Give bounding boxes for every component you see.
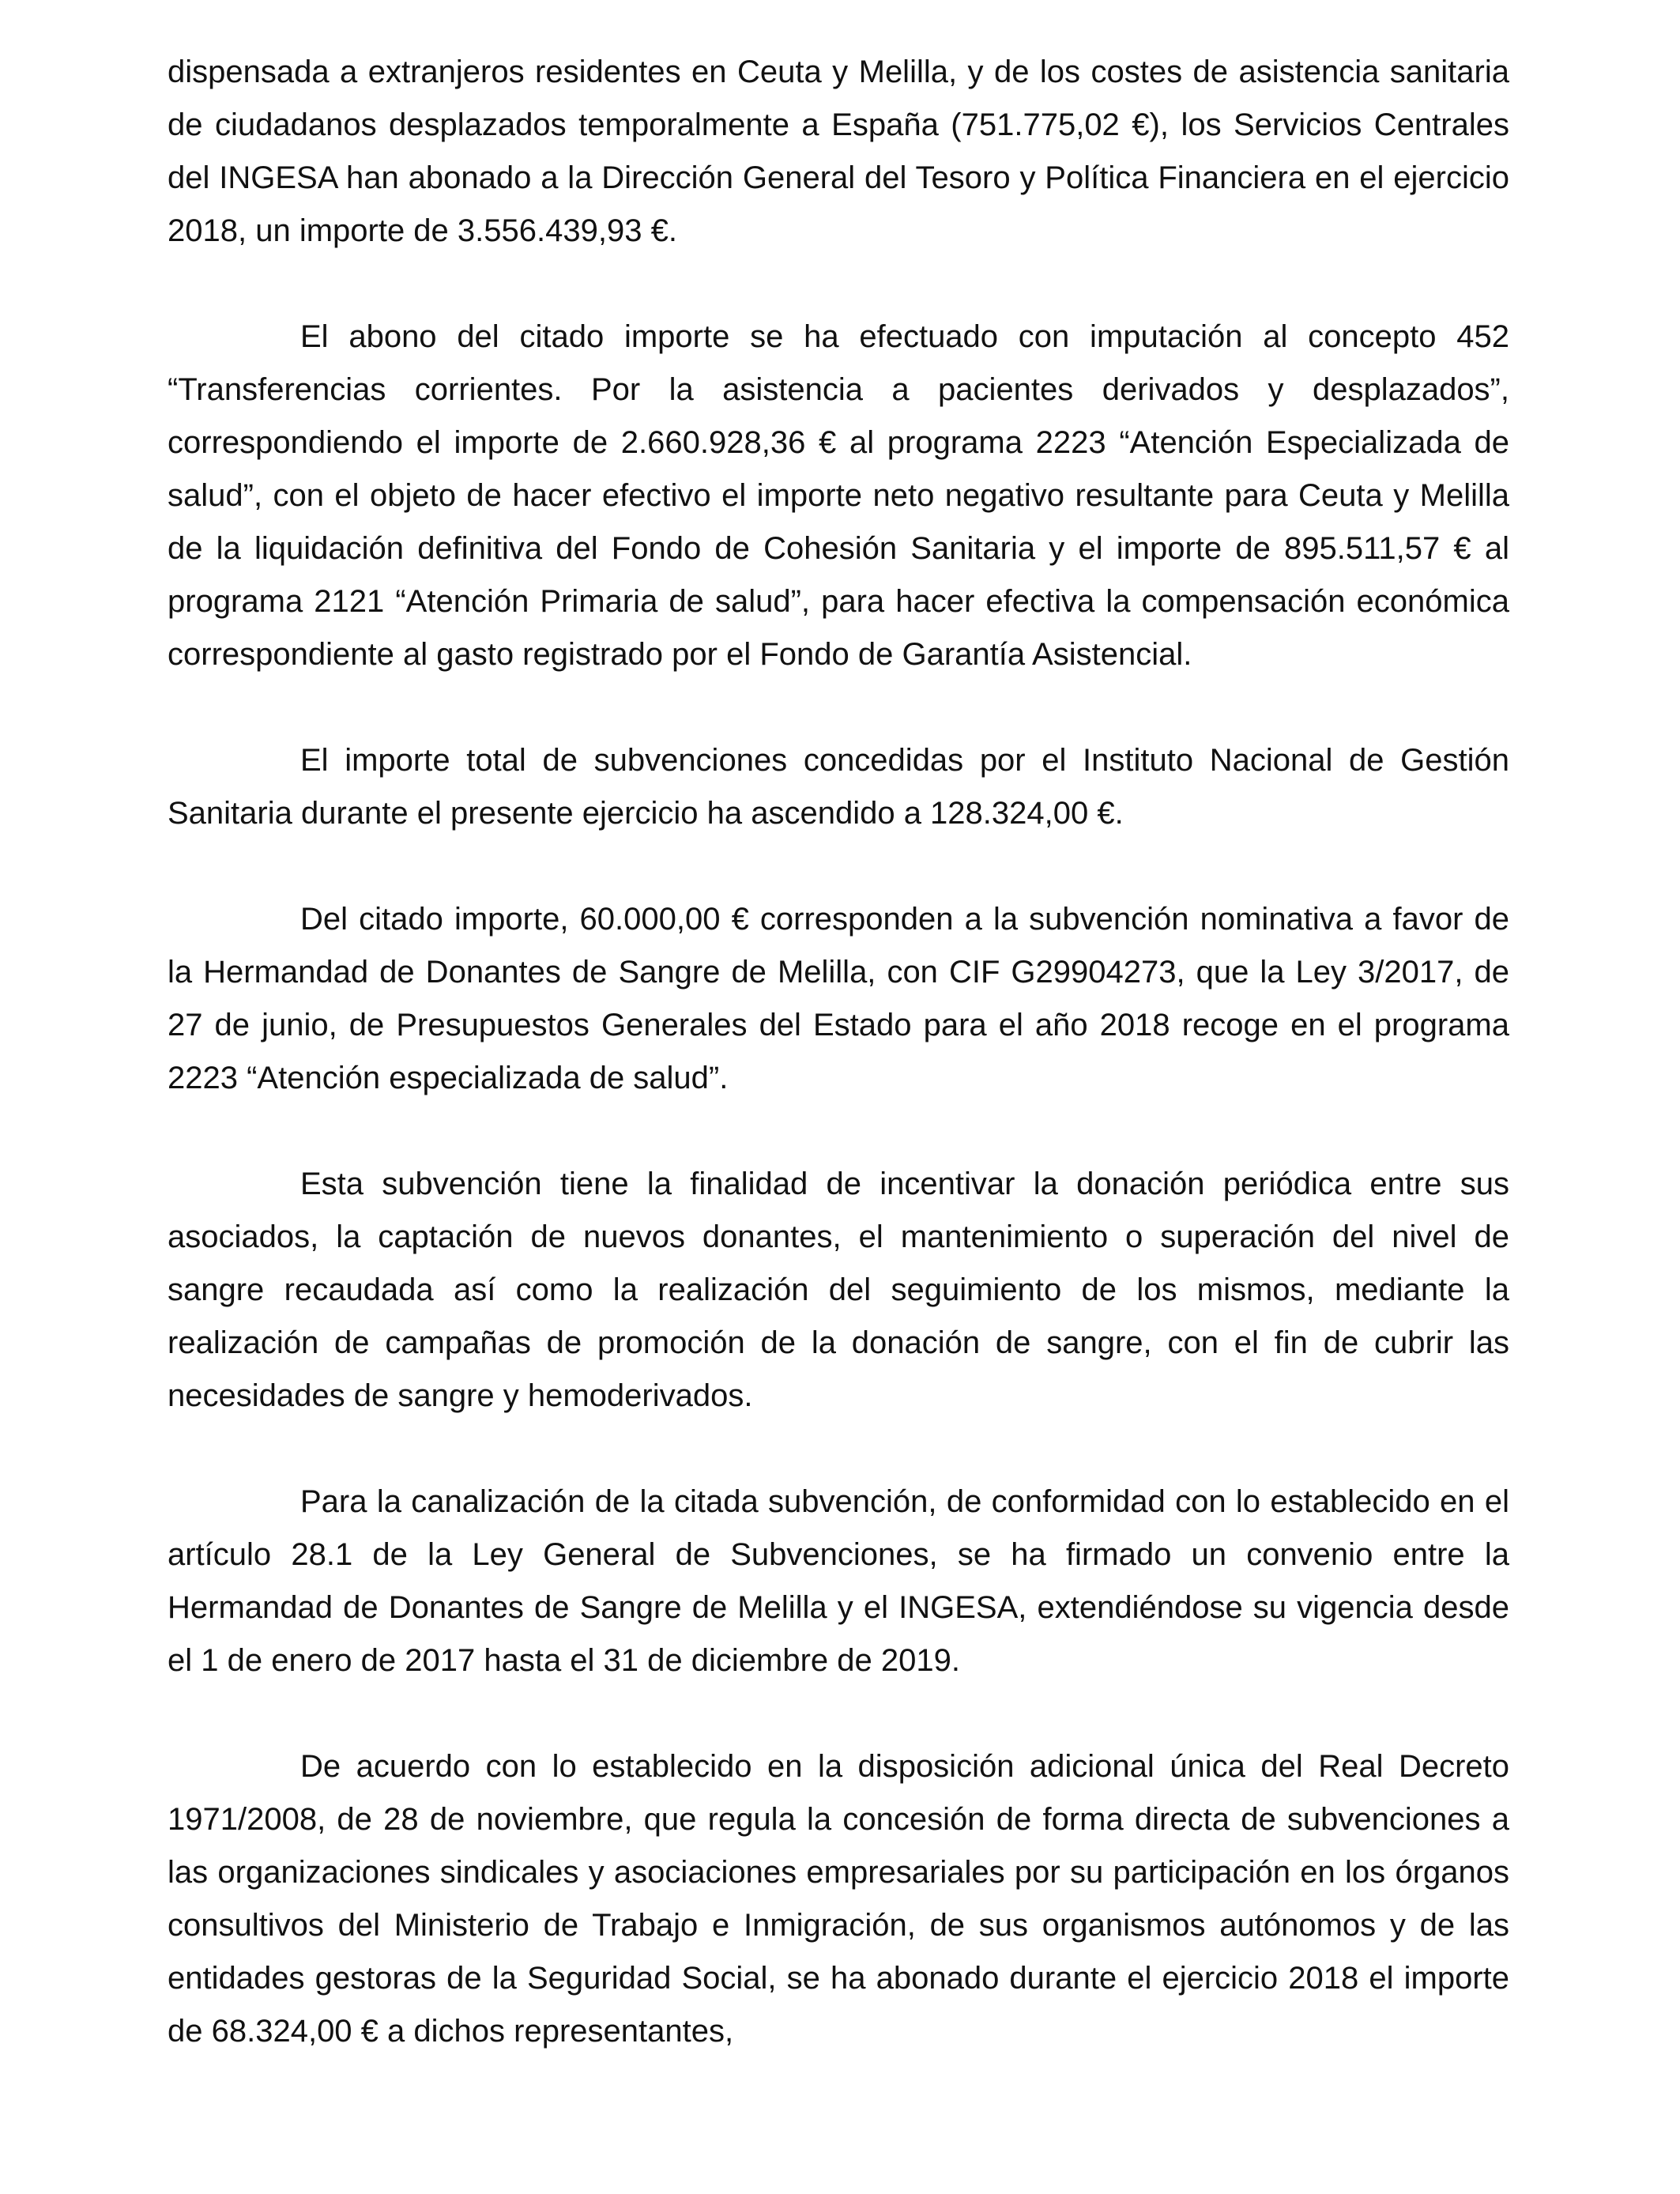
paragraph-total-subvenciones: El importe total de subvenciones concedidas por el Instituto Nacional de Gestión Sanitaria durante el presente ejercicio ha ascendido a 128.324,00 €. — [168, 743, 1509, 831]
paragraph-real-decreto: De acuerdo con lo establecido en la disposición adicional única del Real Decreto 1971/2008, de 28 de noviembre, que regula la concesión de forma directa de subvenciones a las organizaciones sindicales y asociaciones empresariales por su participación en los órganos consultivos del Ministerio de Trabajo e Inmigración, de sus organismos autónomos y de las entidades gestoras de la Seguridad Social, se ha abonado durante el ejercicio 2018 el importe de 68.324,00 € a dichos representantes, — [168, 1749, 1509, 2049]
paragraph-abono-importe: El abono del citado importe se ha efectuado con imputación al concepto 452 “Transferencias corrientes. Por la asistencia a pacientes derivados y desplazados”, correspondiendo el importe de 2.660.928,36 € al programa 2223 “Atención Especializada de salud”, con el objeto de hacer efectivo el importe neto negativo resultante para Ceuta y Melilla de la liquidación definitiva del Fondo de Cohesión Sanitaria y el importe de 895.511,57 € al programa 2121 “Atención Primaria de salud”, para hacer efectiva la compensación económica correspondiente al gasto registrado por el Fondo de Garantía Asistencial. — [168, 319, 1509, 672]
paragraph-subvencion-nominativa: Del citado importe, 60.000,00 € corresponden a la subvención nominativa a favor de la Hermandad de Donantes de Sangre de Melilla, con CIF G29904273, que la Ley 3/2017, de 27 de junio, de Presupuestos Generales del Estado para el año 2018 recoge en el programa 2223 “Atención especializada de salud”. — [168, 902, 1509, 1095]
paragraph-convenio: Para la canalización de la citada subvención, de conformidad con lo establecido en el artículo 28.1 de la Ley General de Subvenciones, se ha firmado un convenio entre la Hermandad de Donantes de Sangre de Melilla y el INGESA, extendiéndose su vigencia desde el 1 de enero de 2017 hasta el 31 de diciembre de 2019. — [168, 1484, 1509, 1678]
paragraph-finalidad: Esta subvención tiene la finalidad de incentivar la donación periódica entre sus asociados, la captación de nuevos donantes, el mantenimiento o superación del nivel de sangre recaudada así como la realización del seguimiento de los mismos, mediante la realización de campañas de promoción de la donación de sangre, con el fin de cubrir las necesidades de sangre y hemoderivados. — [168, 1167, 1509, 1413]
document-body — [168, 46, 1509, 2111]
paragraph-continuation: dispensada a extranjeros residentes en Ceuta y Melilla, y de los costes de asistencia sanitaria de ciudadanos desplazados temporalmente a España (751.775,02 €), los Servicios Centrales del INGESA han abonado a la Dirección General del Tesoro y Política Financiera en el ejercicio 2018, un importe de 3.556.439,93 €. — [168, 55, 1509, 248]
